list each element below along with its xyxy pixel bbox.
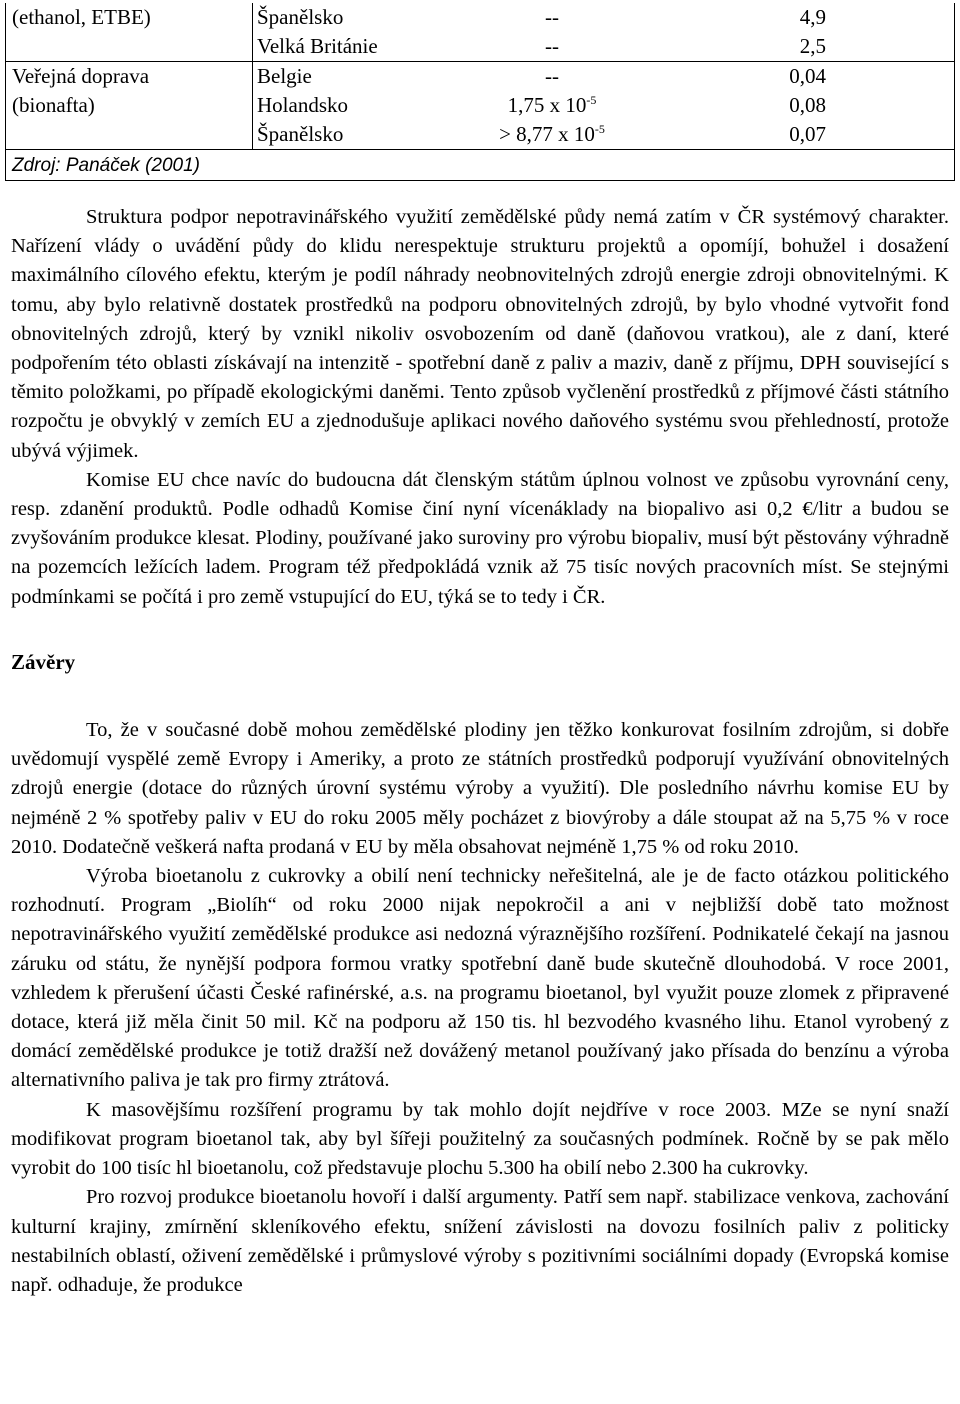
country-cell: Velká Británie bbox=[257, 34, 378, 58]
country-cell: Španělsko bbox=[257, 5, 344, 29]
category-cell bbox=[6, 120, 253, 150]
country-cell: Belgie bbox=[253, 62, 438, 92]
value-a-cell bbox=[437, 91, 667, 120]
country-cell: Holandsko bbox=[257, 93, 348, 117]
category-cell bbox=[6, 32, 253, 62]
paragraph: Pro rozvoj produkce bioetanolu hovoří i další argumenty. Patří sem např. stabilizace venkova, zachování kulturní krajiny, zmírnění skleníkového efektu, snížení závislosti na dovozu fosilních paliv z politicky nestabilních oblastí, oživení zemědělské i průmyslové výroby s pozitivními sociálními dopady (Evropská komise např. odhaduje, že produkce bbox=[11, 1186, 949, 1296]
country-cell: Španělsko bbox=[253, 120, 438, 150]
table-row bbox=[6, 3, 955, 32]
section-heading: Závěry bbox=[11, 649, 76, 674]
category-cell: (ethanol, ETBE) bbox=[6, 3, 253, 32]
paragraph: Výroba bioetanolu z cukrovky a obilí není technicky neřešitelná, ale je de facto otázkou politického rozhodnutí. Program „Biolíh“ od roku 2000 nijak nepokročil a ani v nejbližší době tato možnost nepotravinářského využití zemědělské produkce asi nedozná výraznějšího rozšíření. Podnikatelé čekají na jasnou záruku od státu, že nynější podpora formou vratky spotřební daně bude skutečně dlouhodobá. V roce 2001, vzhledem k přerušení účasti České rafinérské, a.s. na programu bioetanol, byl využit pouze zlomek z připravené dotace, která již měla činit 50 mil. Kč na podporu až 150 tis. hl bezvodého kvasného lihu. Etanol vyrobený z domácí zemědělské produkce je totiž dražší než dovážený metanol používaný jako přísada do benzínu a výroba alternativního paliva je tak pro firmy ztrátová. bbox=[11, 865, 949, 1092]
value-a-cell: -- bbox=[545, 5, 559, 29]
table-row bbox=[6, 91, 955, 120]
value-a-cell: -- bbox=[437, 62, 667, 92]
value-a-cell bbox=[437, 120, 667, 150]
value-a-base: > 8,77 x 10 bbox=[499, 122, 595, 146]
value-a-cell: -- bbox=[545, 34, 559, 58]
value-a-exponent: -5 bbox=[594, 122, 605, 136]
value-b-cell: 4,9 bbox=[667, 3, 955, 32]
paragraph: Struktura podpor nepotravinářského využití zemědělské půdy nemá zatím v ČR systémový charakter. Nařízení vlády o uvádění půdy do klidu nerespektuje strukturu projektů a opomíjí, bohužel i dosažení maximálního cílového efektu, kterým je podíl náhrady neobnovitelných zdrojů energie zdroji obnovitelnými. K tomu, aby bylo relativně dostatek prostředků na podporu obnovitelných zdrojů, by bylo vhodné vytvořit fond obnovitelných zdrojů, který by vznikl nikoliv osvobozením od daně (daňovou vratkou), ale z daní, které podpořením této oblasti získávají na intenzitě - spotřební daně z paliv a maziv, daně z příjmu, DPH související s těmito položkami, po případě ekologickými daněmi. Tento způsob vyčlenění prostředků z příjmové části státního rozpočtu je obvyklý v zemích EU a zjednodušuje aplikaci nového daňového systému svou přehledností, protože ubývá výjimek. bbox=[11, 206, 949, 462]
document-body bbox=[11, 203, 949, 1300]
value-a-exponent: -5 bbox=[586, 93, 597, 107]
category-cell: Veřejná doprava bbox=[6, 62, 253, 92]
table-row bbox=[6, 120, 955, 150]
value-b-cell: 0,07 bbox=[667, 120, 955, 150]
source-note: Zdroj: Panáček (2001) bbox=[12, 155, 200, 176]
data-table bbox=[5, 3, 955, 181]
table-row bbox=[6, 32, 955, 62]
category-cell: (bionafta) bbox=[6, 91, 253, 120]
value-b-cell: 2,5 bbox=[667, 32, 955, 62]
source-cell bbox=[6, 150, 955, 181]
paragraph: To, že v současné době mohou zemědělské plodiny jen těžko konkurovat fosilním zdrojům, si dobře uvědomují vyspělé země Evropy i Ameriky, a proto ze státních prostředků podporují využívání obnovitelných zdrojů energie (dotace do různých úrovní systému výroby a využití). Dle posledního návrhu komise EU by nejméně 2 % spotřeby paliv v EU do roku 2005 měly pocházet z biovýroby a dále stoupat až na 5,75 % v roce 2010. Dodatečně veškerá nafta prodaná v EU by měla obsahovat nejméně 1,75 % od roku 2010. bbox=[11, 719, 949, 858]
value-a-base: 1,75 x 10 bbox=[507, 93, 587, 117]
value-b-cell: 0,04 bbox=[667, 62, 955, 92]
source-row bbox=[6, 150, 955, 181]
paragraph: Komise EU chce navíc do budoucna dát členským státům úplnou volnost ve způsobu vyrovnání ceny, resp. zdanění produktů. Podle odhadů Komise činí nyní vícenáklady na biopalivo asi 0,2 €/litr a budou se zvyšováním produkce klesat. Plodiny, používané jako suroviny pro výrobu biopaliv, musí být pěstovány výhradně na pozemcích ležících ladem. Program též předpokládá vznik až 75 tisíc nových pracovních míst. Se stejnými podmínkami se počítá i pro země vstupující do EU, týká se to tedy i ČR. bbox=[11, 468, 949, 608]
table-row bbox=[6, 62, 955, 92]
value-b-cell: 0,08 bbox=[667, 91, 955, 120]
paragraph: K masovějšímu rozšíření programu by tak mohlo dojít nejdříve v roce 2003. MZe se nyní snaží modifikovat program bioetanol tak, aby byl šířeji použitelný za současných podmínek. Ročně by se pak mělo vyrobit do 100 tisíc hl bioetanolu, což představuje plochu 5.300 ha obilí nebo 2.300 ha cukrovky. bbox=[11, 1098, 949, 1180]
